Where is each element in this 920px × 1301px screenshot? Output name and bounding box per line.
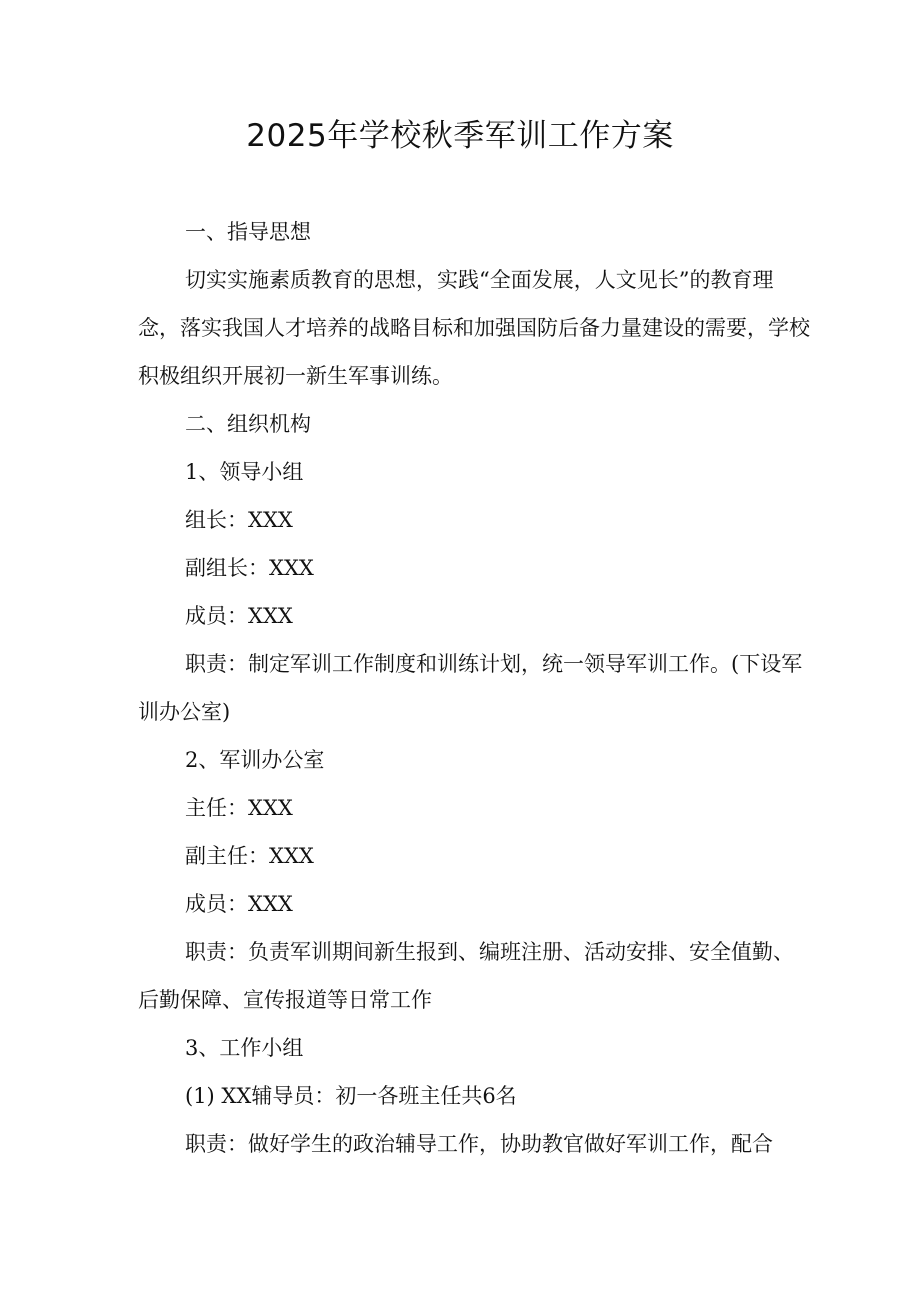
leadership-duties: 职责：制定军训工作制度和训练计划，统一领导军训工作。(下设军训办公室) [138,652,803,724]
office-duties: 职责：负责军训期间新生报到、编班注册、活动安排、安全值勤、后勤保障、宣传报道等日常工作 [138,940,794,1012]
leader-line: 组长：XXX [185,508,293,532]
office-members-line: 成员：XXX [185,892,293,916]
document-title: 2025年学校秋季军训工作方案 [246,118,674,154]
subheading-working-group: 3、工作小组 [185,1036,304,1060]
members-line: 成员：XXX [185,604,293,628]
counselor-line: (1) XX辅导员：初一各班主任共6名 [185,1084,517,1108]
deputy-leader-line: 副组长：XXX [185,556,314,580]
section-heading-organization: 二、组织机构 [185,412,311,436]
subheading-leadership-group: 1、领导小组 [185,460,304,484]
document-body [138,208,810,1168]
director-line: 主任：XXX [185,796,293,820]
subheading-training-office: 2、军训办公室 [185,748,325,772]
paragraph-guiding-ideology: 切实实施素质教育的思想，实践“全面发展，人文见长”的教育理念，落实我国人才培养的战略目标和加强国防后备力量建设的需要，学校积极组织开展初一新生军事训练。 [138,268,810,388]
deputy-director-line: 副主任：XXX [185,844,314,868]
section-heading-guiding-ideology: 一、指导思想 [185,220,311,244]
counselor-duties: 职责：做好学生的政治辅导工作，协助教官做好军训工作，配合 [185,1132,773,1156]
